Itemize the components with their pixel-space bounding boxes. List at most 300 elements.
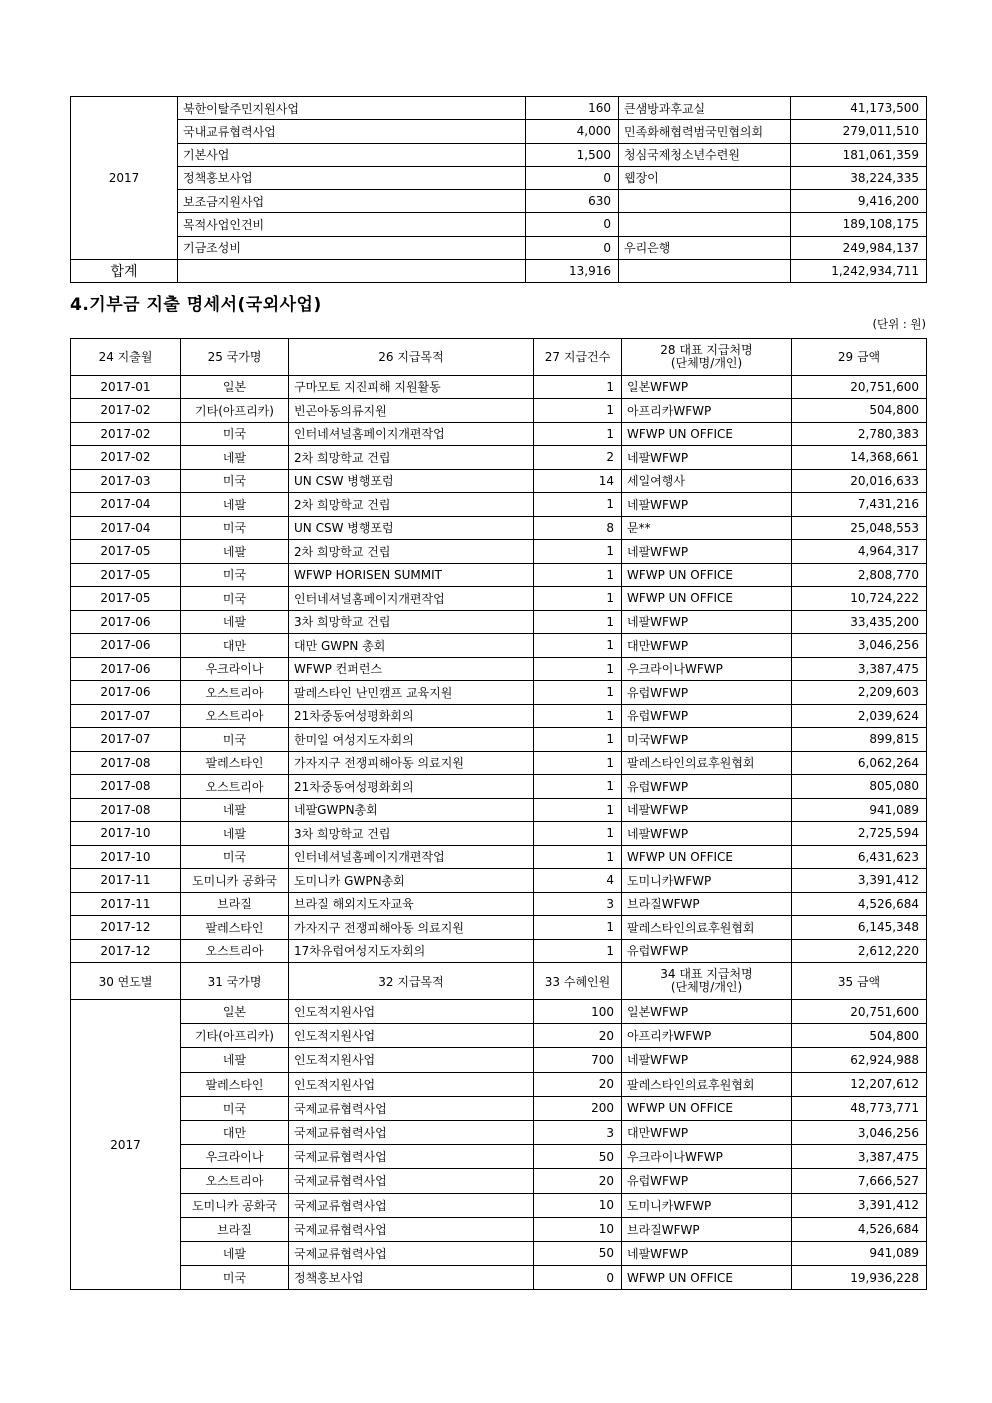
- cell-payee: 유럽WFWP: [622, 681, 792, 705]
- cell-count: 1: [534, 399, 622, 423]
- cell-payee: 웹장이: [619, 166, 791, 189]
- cell-payee: 유럽WFWP: [622, 939, 792, 963]
- cell-amount: 33,435,200: [792, 610, 927, 634]
- cell-month: 2017-01: [71, 375, 181, 399]
- cell-payee: 아프리카WFWP: [622, 1024, 792, 1048]
- cell-count: 4,000: [526, 120, 619, 143]
- cell-country: 네팔: [181, 1241, 289, 1265]
- cell-count: 0: [534, 1266, 622, 1290]
- cell-purpose: 3차 희망학교 건립: [289, 610, 534, 634]
- table-row: [71, 375, 927, 399]
- cell-amount: 3,391,412: [792, 1193, 927, 1217]
- cell-country: 네팔: [181, 446, 289, 470]
- cell-payee: WFWP UN OFFICE: [622, 1266, 792, 1290]
- header-cell: 34 대표 지급처명 (단체명/개인): [622, 963, 792, 1000]
- cell-country: 팔레스타인: [181, 751, 289, 775]
- cell-amount: 941,089: [792, 798, 927, 822]
- cell-count: 1: [534, 657, 622, 681]
- table-row: [71, 1193, 927, 1217]
- table-row: [71, 798, 927, 822]
- cell-country: 오스트리아: [181, 704, 289, 728]
- cell-purpose: 한미일 여성지도자회의: [289, 728, 534, 752]
- table-row: [71, 822, 927, 846]
- cell-payee: WFWP UN OFFICE: [622, 845, 792, 869]
- cell-country: 일본: [181, 375, 289, 399]
- cell-count: 630: [526, 190, 619, 213]
- cell-payee: 네팔WFWP: [622, 493, 792, 517]
- cell-count: 1: [534, 422, 622, 446]
- cell-country: 네팔: [181, 798, 289, 822]
- cell-count: 1: [534, 728, 622, 752]
- cell-project-name: 목적사업인건비: [178, 213, 526, 236]
- table-row: [71, 1024, 927, 1048]
- cell-month: 2017-05: [71, 587, 181, 611]
- cell-payee: 대만WFWP: [622, 634, 792, 658]
- cell-payee: 청심국제청소년수련원: [619, 143, 791, 166]
- cell-count: 3: [534, 1120, 622, 1144]
- cell-payee: 브라질WFWP: [622, 1217, 792, 1241]
- header-cell: 30 연도별: [71, 963, 181, 1000]
- cell-country: 미국: [181, 1096, 289, 1120]
- cell-purpose: 2차 희망학교 건립: [289, 446, 534, 470]
- cell-amount: 62,924,988: [792, 1048, 927, 1072]
- cell-count: 100: [534, 1000, 622, 1024]
- cell-country: 미국: [181, 587, 289, 611]
- cell-month: 2017-07: [71, 704, 181, 728]
- cell-count: 0: [526, 236, 619, 259]
- cell-purpose: 국제교류협력사업: [289, 1169, 534, 1193]
- cell-amount: 20,751,600: [792, 1000, 927, 1024]
- cell-country: 오스트리아: [181, 775, 289, 799]
- section-title: 4.기부금 지출 명세서(국외사업): [70, 295, 322, 315]
- cell-count: 8: [534, 516, 622, 540]
- cell-purpose: 빈곤아동의류지원: [289, 399, 534, 423]
- cell-count: 10: [534, 1217, 622, 1241]
- cell-amount: 41,173,500: [791, 97, 927, 120]
- cell-purpose: UN CSW 병행포럼: [289, 469, 534, 493]
- cell-payee: WFWP UN OFFICE: [622, 1096, 792, 1120]
- cell-count: 1: [534, 775, 622, 799]
- table-row: [71, 540, 927, 564]
- table-row: [71, 1217, 927, 1241]
- cell-purpose: 17차유럽여성지도자회의: [289, 939, 534, 963]
- cell-amount: 504,800: [792, 399, 927, 423]
- table-row: [71, 704, 927, 728]
- cell-month: 2017-12: [71, 939, 181, 963]
- overseas-expense-table: [70, 338, 927, 1290]
- cell-country: 미국: [181, 422, 289, 446]
- cell-count: 4: [534, 869, 622, 893]
- cell-payee: 유럽WFWP: [622, 704, 792, 728]
- cell-amount: 7,431,216: [792, 493, 927, 517]
- cell-country: 우크라이나: [181, 657, 289, 681]
- table-row: [71, 1266, 927, 1290]
- table-row: [71, 1096, 927, 1120]
- year-cell: 2017: [71, 1000, 181, 1290]
- cell-project-name: [178, 259, 526, 282]
- cell-country: 팔레스타인: [181, 1072, 289, 1096]
- header-cell: 33 수혜인원: [534, 963, 622, 1000]
- cell-payee: 대만WFWP: [622, 1120, 792, 1144]
- cell-payee: 우크라이나WFWP: [622, 657, 792, 681]
- cell-country: 우크라이나: [181, 1145, 289, 1169]
- cell-purpose: 가자지구 전쟁피해아동 의료지원: [289, 916, 534, 940]
- cell-amount: 20,751,600: [792, 375, 927, 399]
- cell-amount: 48,773,771: [792, 1096, 927, 1120]
- table-row: [71, 1169, 927, 1193]
- cell-purpose: 팔레스타인 난민캠프 교육지원: [289, 681, 534, 705]
- table-row: [71, 236, 927, 259]
- cell-payee: 네팔WFWP: [622, 1241, 792, 1265]
- table-row: [71, 751, 927, 775]
- cell-payee: 유럽WFWP: [622, 1169, 792, 1193]
- cell-country: 브라질: [181, 1217, 289, 1241]
- cell-amount: 12,207,612: [792, 1072, 927, 1096]
- cell-month: 2017-12: [71, 916, 181, 940]
- cell-count: 1,500: [526, 143, 619, 166]
- header-cell: 28 대표 지급처명 (단체명/개인): [622, 339, 792, 376]
- cell-amount: 2,039,624: [792, 704, 927, 728]
- cell-amount: 2,725,594: [792, 822, 927, 846]
- cell-country: 오스트리아: [181, 939, 289, 963]
- cell-count: 50: [534, 1145, 622, 1169]
- cell-payee: 브라질WFWP: [622, 892, 792, 916]
- cell-count: 1: [534, 493, 622, 517]
- cell-payee: 미국WFWP: [622, 728, 792, 752]
- cell-count: 160: [526, 97, 619, 120]
- table-row: [71, 681, 927, 705]
- table-row: [71, 143, 927, 166]
- cell-month: 2017-08: [71, 798, 181, 822]
- cell-purpose: 2차 희망학교 건립: [289, 493, 534, 517]
- cell-amount: 19,936,228: [792, 1266, 927, 1290]
- cell-country: 기타(아프리카): [181, 399, 289, 423]
- table-row: [71, 166, 927, 189]
- cell-payee: 도미니카WFWP: [622, 869, 792, 893]
- table-row: [71, 728, 927, 752]
- cell-country: 미국: [181, 845, 289, 869]
- cell-payee: 세일여행사: [622, 469, 792, 493]
- cell-amount: 4,964,317: [792, 540, 927, 564]
- table-row: [71, 1000, 927, 1024]
- table-row: [71, 869, 927, 893]
- cell-month: 2017-08: [71, 751, 181, 775]
- cell-payee: 네팔WFWP: [622, 446, 792, 470]
- cell-count: 13,916: [526, 259, 619, 282]
- cell-count: 200: [534, 1096, 622, 1120]
- cell-payee: 팔레스타인의료후원협회: [622, 751, 792, 775]
- cell-month: 2017-06: [71, 610, 181, 634]
- table-row: [71, 493, 927, 517]
- cell-amount: 3,387,475: [792, 657, 927, 681]
- cell-payee: [619, 213, 791, 236]
- table-row: [71, 190, 927, 213]
- cell-amount: 2,780,383: [792, 422, 927, 446]
- cell-count: 14: [534, 469, 622, 493]
- cell-country: 도미니카 공화국: [181, 1193, 289, 1217]
- cell-purpose: 인도적지원사업: [289, 1048, 534, 1072]
- header-cell: 31 국가명: [181, 963, 289, 1000]
- cell-payee: 네팔WFWP: [622, 540, 792, 564]
- cell-payee: 네팔WFWP: [622, 1048, 792, 1072]
- cell-amount: 25,048,553: [792, 516, 927, 540]
- cell-amount: 9,416,200: [791, 190, 927, 213]
- cell-payee: 네팔WFWP: [622, 610, 792, 634]
- cell-amount: 10,724,222: [792, 587, 927, 611]
- table-row: [71, 634, 927, 658]
- header-row: [71, 963, 927, 1000]
- cell-amount: 941,089: [792, 1241, 927, 1265]
- cell-purpose: UN CSW 병행포럼: [289, 516, 534, 540]
- table-row: [71, 775, 927, 799]
- header-cell: 24 지출월: [71, 339, 181, 376]
- cell-month: 2017-02: [71, 422, 181, 446]
- cell-purpose: 대만 GWPN 총회: [289, 634, 534, 658]
- cell-count: 0: [526, 213, 619, 236]
- table-row: [71, 1241, 927, 1265]
- cell-count: 1: [534, 916, 622, 940]
- cell-month: 2017-06: [71, 634, 181, 658]
- cell-purpose: 브라질 해외지도자교육: [289, 892, 534, 916]
- header-cell: 27 지급건수: [534, 339, 622, 376]
- cell-purpose: 국제교류협력사업: [289, 1193, 534, 1217]
- cell-count: 1: [534, 704, 622, 728]
- table-row: [71, 657, 927, 681]
- cell-purpose: WFWP 컨퍼런스: [289, 657, 534, 681]
- cell-amount: 3,387,475: [792, 1145, 927, 1169]
- cell-amount: 4,526,684: [792, 892, 927, 916]
- cell-month: 2017-03: [71, 469, 181, 493]
- cell-country: 기타(아프리카): [181, 1024, 289, 1048]
- table-row: [71, 845, 927, 869]
- cell-count: 20: [534, 1024, 622, 1048]
- header-cell: 26 지급목적: [289, 339, 534, 376]
- table-row: [71, 516, 927, 540]
- cell-payee: 우크라이나WFWP: [622, 1145, 792, 1169]
- cell-count: 3: [534, 892, 622, 916]
- table-row: [71, 610, 927, 634]
- cell-amount: 20,016,633: [792, 469, 927, 493]
- cell-country: 미국: [181, 469, 289, 493]
- cell-country: 일본: [181, 1000, 289, 1024]
- cell-purpose: 인터네셔널홈페이지개편작업: [289, 422, 534, 446]
- table-row: [71, 916, 927, 940]
- table-row: [71, 469, 927, 493]
- cell-amount: 6,145,348: [792, 916, 927, 940]
- cell-count: 1: [534, 751, 622, 775]
- year-cell: 2017: [71, 97, 178, 260]
- total-label-cell: 합계: [71, 259, 178, 282]
- cell-purpose: 정책홍보사업: [289, 1266, 534, 1290]
- cell-purpose: 2차 희망학교 건립: [289, 540, 534, 564]
- cell-country: 네팔: [181, 493, 289, 517]
- total-row: [71, 259, 927, 282]
- cell-purpose: 인도적지원사업: [289, 1000, 534, 1024]
- cell-count: 2: [534, 446, 622, 470]
- cell-purpose: 21차중동여성평화회의: [289, 704, 534, 728]
- cell-country: 미국: [181, 516, 289, 540]
- cell-country: 오스트리아: [181, 681, 289, 705]
- cell-payee: 아프리카WFWP: [622, 399, 792, 423]
- cell-count: 1: [534, 845, 622, 869]
- cell-purpose: 도미니카 GWPN총회: [289, 869, 534, 893]
- cell-amount: 6,062,264: [792, 751, 927, 775]
- cell-count: 20: [534, 1169, 622, 1193]
- cell-payee: [619, 190, 791, 213]
- cell-amount: 805,080: [792, 775, 927, 799]
- cell-amount: 899,815: [792, 728, 927, 752]
- table-row: [71, 1048, 927, 1072]
- cell-month: 2017-04: [71, 493, 181, 517]
- cell-count: 1: [534, 681, 622, 705]
- cell-count: 10: [534, 1193, 622, 1217]
- cell-country: 대만: [181, 634, 289, 658]
- cell-purpose: 구마모토 지진피해 지원활동: [289, 375, 534, 399]
- cell-country: 대만: [181, 1120, 289, 1144]
- cell-country: 네팔: [181, 1048, 289, 1072]
- cell-payee: 일본WFWP: [622, 375, 792, 399]
- cell-amount: 38,224,335: [791, 166, 927, 189]
- table-row: [71, 120, 927, 143]
- table-row: [71, 446, 927, 470]
- cell-count: 1: [534, 939, 622, 963]
- cell-country: 도미니카 공화국: [181, 869, 289, 893]
- cell-country: 네팔: [181, 822, 289, 846]
- cell-purpose: WFWP HORISEN SUMMIT: [289, 563, 534, 587]
- cell-payee: 일본WFWP: [622, 1000, 792, 1024]
- cell-month: 2017-10: [71, 845, 181, 869]
- header-row: [71, 339, 927, 376]
- cell-purpose: 인터네셔널홈페이지개편작업: [289, 845, 534, 869]
- cell-amount: 279,011,510: [791, 120, 927, 143]
- cell-month: 2017-11: [71, 869, 181, 893]
- cell-purpose: 국제교류협력사업: [289, 1120, 534, 1144]
- cell-purpose: 인도적지원사업: [289, 1024, 534, 1048]
- table-row: [71, 587, 927, 611]
- cell-amount: 6,431,623: [792, 845, 927, 869]
- cell-country: 미국: [181, 563, 289, 587]
- table-row: [71, 1072, 927, 1096]
- cell-purpose: 인도적지원사업: [289, 1072, 534, 1096]
- cell-country: 미국: [181, 1266, 289, 1290]
- unit-label: (단위 : 원): [872, 317, 926, 331]
- cell-amount: 4,526,684: [792, 1217, 927, 1241]
- cell-amount: 2,808,770: [792, 563, 927, 587]
- header-cell: 29 금액: [792, 339, 927, 376]
- cell-country: 브라질: [181, 892, 289, 916]
- cell-month: 2017-06: [71, 657, 181, 681]
- cell-payee: 네팔WFWP: [622, 798, 792, 822]
- cell-month: 2017-07: [71, 728, 181, 752]
- table-row: [71, 939, 927, 963]
- table-row: [71, 892, 927, 916]
- cell-payee: WFWP UN OFFICE: [622, 587, 792, 611]
- cell-purpose: 21차중동여성평화회의: [289, 775, 534, 799]
- cell-country: 네팔: [181, 610, 289, 634]
- cell-payee: WFWP UN OFFICE: [622, 422, 792, 446]
- cell-amount: 249,984,137: [791, 236, 927, 259]
- cell-country: 미국: [181, 728, 289, 752]
- cell-payee: 민족화해협력범국민협의회: [619, 120, 791, 143]
- cell-project-name: 기본사업: [178, 143, 526, 166]
- cell-amount: 14,368,661: [792, 446, 927, 470]
- cell-amount: 3,046,256: [792, 634, 927, 658]
- cell-amount: 1,242,934,711: [791, 259, 927, 282]
- cell-amount: 2,612,220: [792, 939, 927, 963]
- cell-amount: 181,061,359: [791, 143, 927, 166]
- cell-project-name: 국내교류협력사업: [178, 120, 526, 143]
- cell-project-name: 기금조성비: [178, 236, 526, 259]
- cell-month: 2017-08: [71, 775, 181, 799]
- cell-purpose: 국제교류협력사업: [289, 1096, 534, 1120]
- cell-month: 2017-02: [71, 446, 181, 470]
- cell-payee: 팔레스타인의료후원협회: [622, 916, 792, 940]
- cell-amount: 7,666,527: [792, 1169, 927, 1193]
- cell-count: 1: [534, 610, 622, 634]
- cell-purpose: 3차 희망학교 건립: [289, 822, 534, 846]
- cell-purpose: 가자지구 전쟁피해아동 의료지원: [289, 751, 534, 775]
- cell-amount: 504,800: [792, 1024, 927, 1048]
- cell-amount: 189,108,175: [791, 213, 927, 236]
- table-row: [71, 563, 927, 587]
- cell-count: 0: [526, 166, 619, 189]
- cell-payee: 도미니카WFWP: [622, 1193, 792, 1217]
- cell-purpose: 국제교류협력사업: [289, 1241, 534, 1265]
- cell-count: 50: [534, 1241, 622, 1265]
- table-row: [71, 1145, 927, 1169]
- cell-project-name: 보조금지원사업: [178, 190, 526, 213]
- cell-month: 2017-05: [71, 540, 181, 564]
- cell-count: 1: [534, 798, 622, 822]
- cell-payee: 네팔WFWP: [622, 822, 792, 846]
- cell-project-name: 북한이탈주민지원사업: [178, 97, 526, 120]
- cell-payee: 문**: [622, 516, 792, 540]
- domestic-expense-table: [70, 96, 927, 283]
- cell-month: 2017-02: [71, 399, 181, 423]
- cell-month: 2017-10: [71, 822, 181, 846]
- cell-count: 700: [534, 1048, 622, 1072]
- table-row: [71, 1120, 927, 1144]
- cell-count: 1: [534, 540, 622, 564]
- cell-amount: 3,391,412: [792, 869, 927, 893]
- cell-amount: 2,209,603: [792, 681, 927, 705]
- cell-purpose: 네팔GWPN총회: [289, 798, 534, 822]
- cell-country: 팔레스타인: [181, 916, 289, 940]
- cell-payee: 우리은행: [619, 236, 791, 259]
- cell-count: 1: [534, 822, 622, 846]
- cell-count: 1: [534, 375, 622, 399]
- table-row: [71, 422, 927, 446]
- cell-country: 오스트리아: [181, 1169, 289, 1193]
- cell-payee: 큰샘방과후교실: [619, 97, 791, 120]
- cell-payee: 유럽WFWP: [622, 775, 792, 799]
- cell-country: 네팔: [181, 540, 289, 564]
- table-row: [71, 97, 927, 120]
- cell-count: 1: [534, 563, 622, 587]
- cell-payee: WFWP UN OFFICE: [622, 563, 792, 587]
- cell-month: 2017-06: [71, 681, 181, 705]
- cell-project-name: 정책홍보사업: [178, 166, 526, 189]
- cell-purpose: 국제교류협력사업: [289, 1217, 534, 1241]
- cell-payee: 팔레스타인의료후원협회: [622, 1072, 792, 1096]
- cell-amount: 3,046,256: [792, 1120, 927, 1144]
- cell-payee: [619, 259, 791, 282]
- cell-count: 1: [534, 587, 622, 611]
- cell-count: 20: [534, 1072, 622, 1096]
- cell-purpose: 국제교류협력사업: [289, 1145, 534, 1169]
- header-cell: 32 지급목적: [289, 963, 534, 1000]
- header-cell: 25 국가명: [181, 339, 289, 376]
